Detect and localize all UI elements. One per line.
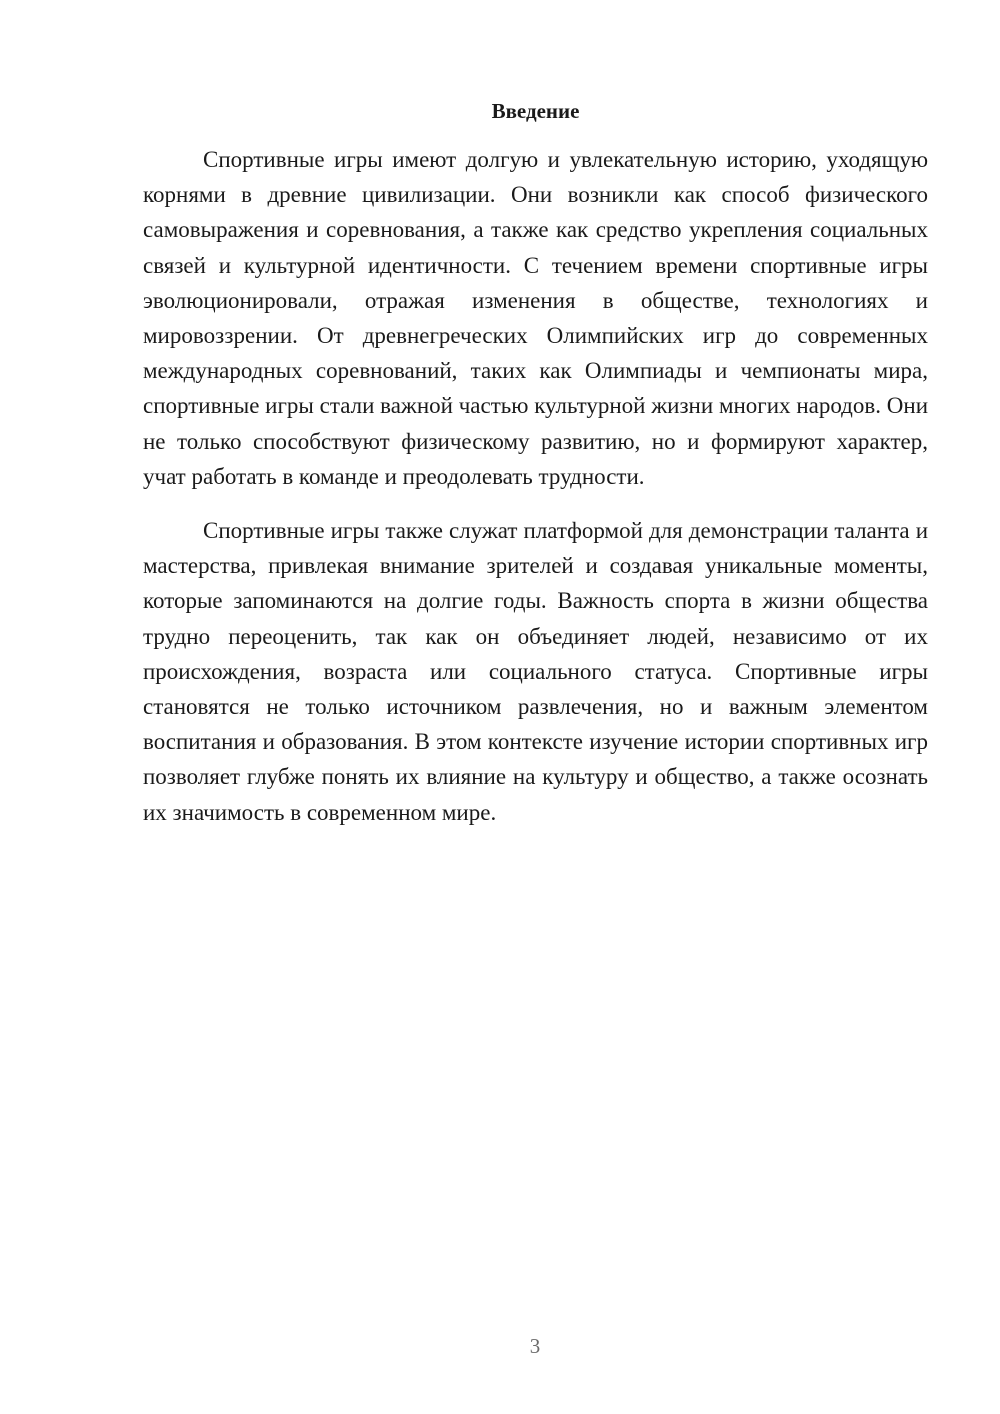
- paragraph-1: Спортивные игры имеют долгую и увлекательную историю, уходящую корнями в древние цивилизации. Они возникли как способ физического самовыражения и соревнования, а также как средство укрепления социальных связей и культурной идентичности. С течением времени спортивные игры эволюционировали, отражая изменения в обществе, технологиях и мировоззрении. От древнегреческих Олимпийских игр до современных международных соревнований, таких как Олимпиады и чемпионаты мира, спортивные игры стали важной частью культурной жизни многих народов. Они не только способствуют физическому развитию, но и формируют характер, учат работать в команде и преодолевать трудности.: [143, 147, 928, 489]
- body-text: [143, 142, 928, 830]
- paragraph-2: Спортивные игры также служат платформой для демонстрации таланта и мастерства, привлекая внимание зрителей и создавая уникальные моменты, которые запоминаются на долгие годы. Важность спорта в жизни общества трудно переоценить, так как он объединяет людей, независимо от их происхождения, возраста или социального статуса. Спортивные игры становятся не только источником развлечения, но и важным элементом воспитания и образования. В этом контексте изучение истории спортивных игр позволяет глубже понять их влияние на культуру и общество, а также осознать их значимость в современном мире.: [143, 518, 928, 825]
- section-heading: Введение: [491, 99, 580, 123]
- page-number: 3: [529, 1334, 541, 1358]
